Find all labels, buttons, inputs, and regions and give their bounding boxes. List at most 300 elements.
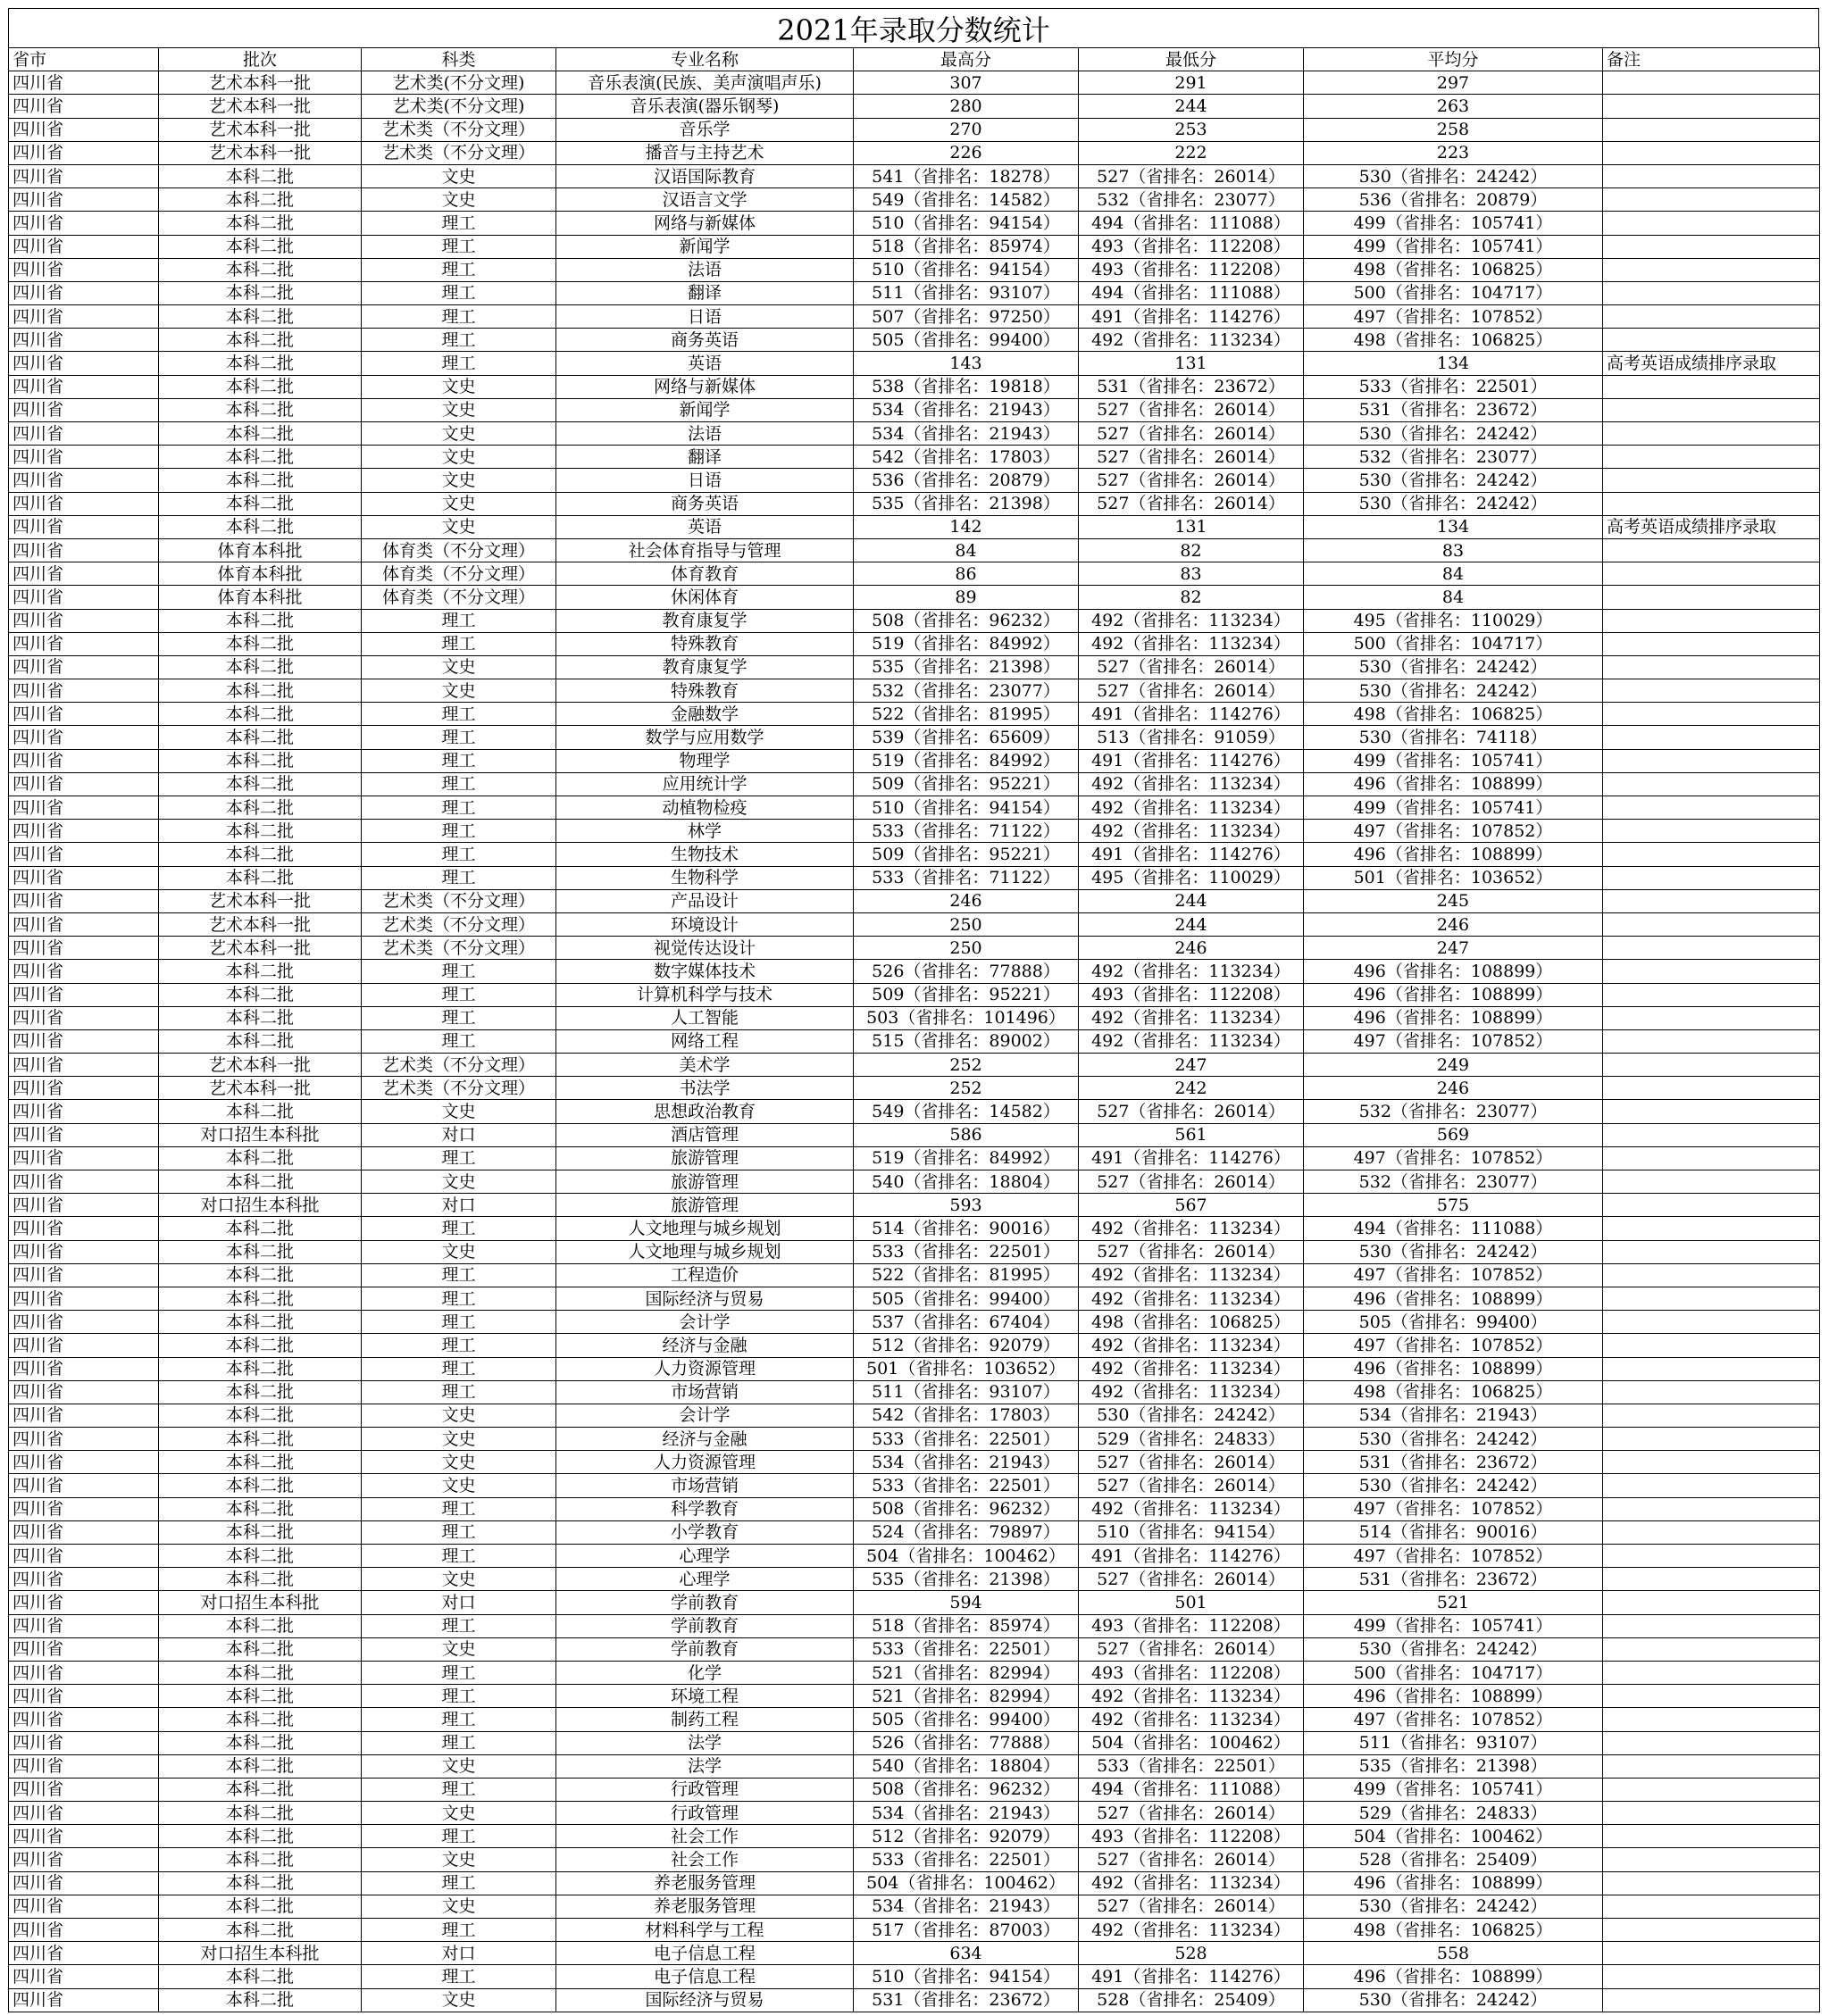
cell-province: 四川省 bbox=[9, 912, 159, 936]
cell-major: 旅游管理 bbox=[556, 1170, 854, 1194]
cell-max-score: 534（省排名：21943） bbox=[854, 1895, 1079, 1918]
cell-major: 物理学 bbox=[556, 749, 854, 772]
table-row bbox=[9, 1825, 1820, 1848]
table-row bbox=[9, 1474, 1820, 1497]
cell-batch: 艺术本科一批 bbox=[159, 141, 362, 164]
cell-category: 对口 bbox=[362, 1123, 556, 1146]
cell-max-score: 86 bbox=[854, 562, 1079, 586]
cell-min-score: 492（省排名：113234） bbox=[1079, 1871, 1304, 1895]
cell-category: 文史 bbox=[362, 1451, 556, 1474]
cell-province: 四川省 bbox=[9, 1778, 159, 1801]
cell-category: 艺术类（不分文理） bbox=[362, 1077, 556, 1100]
table-row bbox=[9, 422, 1820, 446]
cell-max-score: 540（省排名：18804） bbox=[854, 1170, 1079, 1194]
cell-category: 理工 bbox=[362, 1006, 556, 1029]
cell-min-score: 491（省排名：114276） bbox=[1079, 1965, 1304, 1988]
table-row bbox=[9, 1194, 1820, 1217]
cell-avg-score: 536（省排名：20879） bbox=[1304, 188, 1603, 212]
cell-remarks bbox=[1603, 609, 1820, 632]
table-row bbox=[9, 1988, 1820, 2012]
table-row bbox=[9, 1871, 1820, 1895]
cell-major: 人文地理与城乡规划 bbox=[556, 1217, 854, 1240]
cell-min-score: 527（省排名：26014） bbox=[1079, 1568, 1304, 1591]
cell-remarks bbox=[1603, 1380, 1820, 1404]
cell-max-score: 512（省排名：92079） bbox=[854, 1825, 1079, 1848]
table-row bbox=[9, 1311, 1820, 1334]
cell-major: 产品设计 bbox=[556, 889, 854, 912]
cell-remarks bbox=[1603, 492, 1820, 515]
cell-avg-score: 499（省排名：105741） bbox=[1304, 235, 1603, 258]
cell-min-score: 492（省排名：113234） bbox=[1079, 1919, 1304, 1942]
cell-remarks bbox=[1603, 1217, 1820, 1240]
cell-category: 理工 bbox=[362, 1685, 556, 1708]
cell-avg-score: 505（省排名：99400） bbox=[1304, 1311, 1603, 1334]
table-row bbox=[9, 118, 1820, 141]
cell-category: 理工 bbox=[362, 1545, 556, 1568]
sheet-title: 2021年录取分数统计 bbox=[8, 8, 1819, 47]
cell-province: 四川省 bbox=[9, 1334, 159, 1357]
cell-province: 四川省 bbox=[9, 1545, 159, 1568]
cell-category: 理工 bbox=[362, 843, 556, 866]
cell-batch: 本科二批 bbox=[159, 1614, 362, 1637]
cell-category: 理工 bbox=[362, 772, 556, 796]
cell-remarks bbox=[1603, 1123, 1820, 1146]
cell-major: 经济与金融 bbox=[556, 1428, 854, 1451]
cell-major: 美术学 bbox=[556, 1054, 854, 1077]
cell-avg-score: 504（省排名：100462） bbox=[1304, 1825, 1603, 1848]
cell-major: 播音与主持艺术 bbox=[556, 141, 854, 164]
cell-major: 生物技术 bbox=[556, 843, 854, 866]
cell-category: 理工 bbox=[362, 1708, 556, 1731]
cell-avg-score: 84 bbox=[1304, 562, 1603, 586]
cell-province: 四川省 bbox=[9, 1871, 159, 1895]
cell-major: 网络工程 bbox=[556, 1029, 854, 1053]
cell-remarks bbox=[1603, 1637, 1820, 1661]
cell-min-score: 527（省排名：26014） bbox=[1079, 1895, 1304, 1918]
cell-batch: 本科二批 bbox=[159, 305, 362, 329]
cell-max-score: 522（省排名：81995） bbox=[854, 703, 1079, 726]
cell-province: 四川省 bbox=[9, 1708, 159, 1731]
cell-max-score: 505（省排名：99400） bbox=[854, 1287, 1079, 1310]
cell-avg-score: 530（省排名：24242） bbox=[1304, 1428, 1603, 1451]
cell-province: 四川省 bbox=[9, 1614, 159, 1637]
cell-batch: 本科二批 bbox=[159, 1568, 362, 1591]
cell-batch: 本科二批 bbox=[159, 983, 362, 1006]
cell-province: 四川省 bbox=[9, 188, 159, 212]
cell-min-score: 493（省排名：112208） bbox=[1079, 1614, 1304, 1637]
cell-remarks bbox=[1603, 469, 1820, 492]
cell-major: 音乐表演(器乐钢琴) bbox=[556, 95, 854, 118]
cell-category: 理工 bbox=[362, 749, 556, 772]
cell-province: 四川省 bbox=[9, 655, 159, 679]
cell-batch: 本科二批 bbox=[159, 1287, 362, 1310]
cell-avg-score: 530（省排名：24242） bbox=[1304, 422, 1603, 446]
table-row bbox=[9, 329, 1820, 352]
table-row bbox=[9, 820, 1820, 843]
table-row bbox=[9, 1545, 1820, 1568]
cell-province: 四川省 bbox=[9, 375, 159, 398]
cell-remarks bbox=[1603, 305, 1820, 329]
cell-batch: 本科二批 bbox=[159, 352, 362, 375]
cell-min-score: 82 bbox=[1079, 586, 1304, 609]
cell-major: 林学 bbox=[556, 820, 854, 843]
table-row bbox=[9, 1965, 1820, 1988]
cell-province: 四川省 bbox=[9, 515, 159, 538]
cell-province: 四川省 bbox=[9, 1404, 159, 1427]
column-header-max-score: 最高分 bbox=[854, 48, 1079, 71]
header-row bbox=[9, 48, 1820, 71]
cell-province: 四川省 bbox=[9, 305, 159, 329]
cell-min-score: 492（省排名：113234） bbox=[1079, 1334, 1304, 1357]
table-row bbox=[9, 1380, 1820, 1404]
cell-max-score: 142 bbox=[854, 515, 1079, 538]
cell-avg-score: 496（省排名：108899） bbox=[1304, 1006, 1603, 1029]
cell-major: 人文地理与城乡规划 bbox=[556, 1240, 854, 1263]
cell-remarks bbox=[1603, 235, 1820, 258]
cell-min-score: 492（省排名：113234） bbox=[1079, 1263, 1304, 1287]
cell-batch: 本科二批 bbox=[159, 398, 362, 421]
cell-province: 四川省 bbox=[9, 1661, 159, 1684]
cell-province: 四川省 bbox=[9, 1380, 159, 1404]
cell-min-score: 527（省排名：26014） bbox=[1079, 1637, 1304, 1661]
cell-max-score: 533（省排名：71122） bbox=[854, 820, 1079, 843]
cell-batch: 本科二批 bbox=[159, 1334, 362, 1357]
cell-min-score: 244 bbox=[1079, 912, 1304, 936]
table-row bbox=[9, 1731, 1820, 1754]
cell-category: 理工 bbox=[362, 1919, 556, 1942]
cell-category: 体育类（不分文理） bbox=[362, 586, 556, 609]
table-row bbox=[9, 375, 1820, 398]
cell-batch: 本科二批 bbox=[159, 212, 362, 235]
cell-max-score: 522（省排名：81995） bbox=[854, 1263, 1079, 1287]
cell-min-score: 244 bbox=[1079, 95, 1304, 118]
cell-batch: 本科二批 bbox=[159, 235, 362, 258]
cell-avg-score: 496（省排名：108899） bbox=[1304, 1871, 1603, 1895]
cell-batch: 本科二批 bbox=[159, 632, 362, 655]
cell-major: 心理学 bbox=[556, 1568, 854, 1591]
cell-max-score: 549（省排名：14582） bbox=[854, 188, 1079, 212]
table-row bbox=[9, 562, 1820, 586]
cell-batch: 艺术本科一批 bbox=[159, 937, 362, 960]
cell-remarks bbox=[1603, 1474, 1820, 1497]
table-row bbox=[9, 889, 1820, 912]
cell-min-score: 532（省排名：23077） bbox=[1079, 188, 1304, 212]
cell-batch: 本科二批 bbox=[159, 1451, 362, 1474]
cell-max-score: 501（省排名：103652） bbox=[854, 1357, 1079, 1380]
cell-remarks bbox=[1603, 1451, 1820, 1474]
cell-max-score: 252 bbox=[854, 1054, 1079, 1077]
cell-min-score: 527（省排名：26014） bbox=[1079, 1170, 1304, 1194]
cell-batch: 本科二批 bbox=[159, 796, 362, 820]
cell-category: 文史 bbox=[362, 1754, 556, 1778]
cell-remarks bbox=[1603, 1428, 1820, 1451]
cell-category: 文史 bbox=[362, 1404, 556, 1427]
cell-province: 四川省 bbox=[9, 1263, 159, 1287]
table-row bbox=[9, 1240, 1820, 1263]
cell-province: 四川省 bbox=[9, 1497, 159, 1520]
cell-major: 动植物检疫 bbox=[556, 796, 854, 820]
cell-avg-score: 498（省排名：106825） bbox=[1304, 1919, 1603, 1942]
cell-province: 四川省 bbox=[9, 1054, 159, 1077]
cell-batch: 对口招生本科批 bbox=[159, 1942, 362, 1965]
cell-min-score: 529（省排名：24833） bbox=[1079, 1428, 1304, 1451]
cell-batch: 本科二批 bbox=[159, 164, 362, 187]
cell-min-score: 513（省排名：91059） bbox=[1079, 726, 1304, 749]
table-row bbox=[9, 632, 1820, 655]
cell-avg-score: 494（省排名：111088） bbox=[1304, 1217, 1603, 1240]
cell-category: 文史 bbox=[362, 1802, 556, 1825]
cell-province: 四川省 bbox=[9, 820, 159, 843]
cell-max-score: 533（省排名：71122） bbox=[854, 866, 1079, 889]
cell-remarks bbox=[1603, 843, 1820, 866]
cell-min-score: 527（省排名：26014） bbox=[1079, 1100, 1304, 1123]
cell-min-score: 222 bbox=[1079, 141, 1304, 164]
cell-category: 艺术类(不分文理) bbox=[362, 95, 556, 118]
table-row bbox=[9, 95, 1820, 118]
cell-max-score: 532（省排名：23077） bbox=[854, 679, 1079, 703]
cell-avg-score: 245 bbox=[1304, 889, 1603, 912]
cell-major: 商务英语 bbox=[556, 329, 854, 352]
table-row bbox=[9, 749, 1820, 772]
cell-batch: 本科二批 bbox=[159, 492, 362, 515]
cell-major: 汉语言文学 bbox=[556, 188, 854, 212]
cell-avg-score: 498（省排名：106825） bbox=[1304, 258, 1603, 281]
cell-min-score: 253 bbox=[1079, 118, 1304, 141]
cell-max-score: 512（省排名：92079） bbox=[854, 1334, 1079, 1357]
cell-avg-score: 535（省排名：21398） bbox=[1304, 1754, 1603, 1778]
cell-remarks bbox=[1603, 912, 1820, 936]
cell-batch: 对口招生本科批 bbox=[159, 1194, 362, 1217]
cell-major: 小学教育 bbox=[556, 1520, 854, 1544]
cell-province: 四川省 bbox=[9, 281, 159, 304]
cell-min-score: 131 bbox=[1079, 352, 1304, 375]
table-row bbox=[9, 1100, 1820, 1123]
cell-remarks bbox=[1603, 1942, 1820, 1965]
cell-max-score: 521（省排名：82994） bbox=[854, 1685, 1079, 1708]
cell-remarks bbox=[1603, 1708, 1820, 1731]
cell-max-score: 535（省排名：21398） bbox=[854, 1568, 1079, 1591]
cell-min-score: 527（省排名：26014） bbox=[1079, 1474, 1304, 1497]
cell-remarks bbox=[1603, 1170, 1820, 1194]
cell-category: 对口 bbox=[362, 1194, 556, 1217]
cell-province: 四川省 bbox=[9, 1919, 159, 1942]
cell-category: 理工 bbox=[362, 1825, 556, 1848]
table-row bbox=[9, 469, 1820, 492]
cell-province: 四川省 bbox=[9, 469, 159, 492]
cell-batch: 艺术本科一批 bbox=[159, 71, 362, 95]
cell-province: 四川省 bbox=[9, 1100, 159, 1123]
cell-avg-score: 511（省排名：93107） bbox=[1304, 1731, 1603, 1754]
cell-avg-score: 529（省排名：24833） bbox=[1304, 1802, 1603, 1825]
cell-max-score: 509（省排名：95221） bbox=[854, 772, 1079, 796]
cell-avg-score: 263 bbox=[1304, 95, 1603, 118]
cell-remarks bbox=[1603, 1965, 1820, 1988]
cell-category: 艺术类（不分文理） bbox=[362, 118, 556, 141]
cell-batch: 本科二批 bbox=[159, 1778, 362, 1801]
cell-category: 理工 bbox=[362, 329, 556, 352]
cell-avg-score: 499（省排名：105741） bbox=[1304, 1614, 1603, 1637]
cell-category: 理工 bbox=[362, 983, 556, 1006]
cell-category: 对口 bbox=[362, 1591, 556, 1614]
cell-batch: 艺术本科一批 bbox=[159, 95, 362, 118]
cell-max-score: 250 bbox=[854, 912, 1079, 936]
cell-min-score: 561 bbox=[1079, 1123, 1304, 1146]
table-row bbox=[9, 141, 1820, 164]
column-header-major: 专业名称 bbox=[556, 48, 854, 71]
cell-category: 理工 bbox=[362, 235, 556, 258]
cell-province: 四川省 bbox=[9, 889, 159, 912]
cell-batch: 本科二批 bbox=[159, 1311, 362, 1334]
cell-major: 环境工程 bbox=[556, 1685, 854, 1708]
cell-major: 电子信息工程 bbox=[556, 1942, 854, 1965]
cell-max-score: 252 bbox=[854, 1077, 1079, 1100]
cell-category: 理工 bbox=[362, 281, 556, 304]
cell-remarks bbox=[1603, 983, 1820, 1006]
cell-max-score: 535（省排名：21398） bbox=[854, 655, 1079, 679]
cell-avg-score: 247 bbox=[1304, 937, 1603, 960]
cell-remarks bbox=[1603, 1100, 1820, 1123]
cell-max-score: 515（省排名：89002） bbox=[854, 1029, 1079, 1053]
cell-batch: 体育本科批 bbox=[159, 586, 362, 609]
cell-province: 四川省 bbox=[9, 492, 159, 515]
cell-max-score: 533（省排名：22501） bbox=[854, 1637, 1079, 1661]
cell-remarks bbox=[1603, 1545, 1820, 1568]
cell-batch: 艺术本科一批 bbox=[159, 118, 362, 141]
cell-batch: 本科二批 bbox=[159, 515, 362, 538]
table-row bbox=[9, 281, 1820, 304]
table-row bbox=[9, 1848, 1820, 1871]
cell-max-score: 535（省排名：21398） bbox=[854, 492, 1079, 515]
cell-avg-score: 528（省排名：25409） bbox=[1304, 1848, 1603, 1871]
table-row bbox=[9, 538, 1820, 562]
cell-avg-score: 495（省排名：110029） bbox=[1304, 609, 1603, 632]
cell-province: 四川省 bbox=[9, 1287, 159, 1310]
cell-min-score: 247 bbox=[1079, 1054, 1304, 1077]
cell-remarks bbox=[1603, 866, 1820, 889]
cell-min-score: 493（省排名：112208） bbox=[1079, 235, 1304, 258]
cell-remarks bbox=[1603, 1661, 1820, 1684]
cell-category: 理工 bbox=[362, 1357, 556, 1380]
column-header-batch: 批次 bbox=[159, 48, 362, 71]
cell-batch: 本科二批 bbox=[159, 1895, 362, 1918]
cell-province: 四川省 bbox=[9, 212, 159, 235]
cell-province: 四川省 bbox=[9, 1146, 159, 1170]
cell-category: 艺术类（不分文理） bbox=[362, 912, 556, 936]
cell-batch: 对口招生本科批 bbox=[159, 1591, 362, 1614]
cell-batch: 本科二批 bbox=[159, 1404, 362, 1427]
cell-max-score: 594 bbox=[854, 1591, 1079, 1614]
cell-major: 商务英语 bbox=[556, 492, 854, 515]
cell-major: 人工智能 bbox=[556, 1006, 854, 1029]
cell-avg-score: 530（省排名：24242） bbox=[1304, 1988, 1603, 2012]
cell-province: 四川省 bbox=[9, 679, 159, 703]
cell-batch: 本科二批 bbox=[159, 726, 362, 749]
table-row bbox=[9, 1054, 1820, 1077]
cell-max-score: 514（省排名：90016） bbox=[854, 1217, 1079, 1240]
cell-province: 四川省 bbox=[9, 1731, 159, 1754]
cell-province: 四川省 bbox=[9, 562, 159, 586]
cell-batch: 本科二批 bbox=[159, 749, 362, 772]
cell-min-score: 498（省排名：106825） bbox=[1079, 1311, 1304, 1334]
cell-batch: 艺术本科一批 bbox=[159, 1054, 362, 1077]
cell-min-score: 491（省排名：114276） bbox=[1079, 843, 1304, 866]
cell-remarks bbox=[1603, 937, 1820, 960]
cell-max-score: 526（省排名：77888） bbox=[854, 1731, 1079, 1754]
cell-category: 文史 bbox=[362, 1848, 556, 1871]
cell-major: 数学与应用数学 bbox=[556, 726, 854, 749]
cell-province: 四川省 bbox=[9, 1077, 159, 1100]
cell-batch: 本科二批 bbox=[159, 609, 362, 632]
cell-min-score: 82 bbox=[1079, 538, 1304, 562]
cell-avg-score: 514（省排名：90016） bbox=[1304, 1520, 1603, 1544]
cell-province: 四川省 bbox=[9, 749, 159, 772]
cell-major: 音乐学 bbox=[556, 118, 854, 141]
cell-remarks bbox=[1603, 164, 1820, 187]
cell-batch: 本科二批 bbox=[159, 843, 362, 866]
cell-category: 对口 bbox=[362, 1942, 556, 1965]
table-row bbox=[9, 1520, 1820, 1544]
cell-batch: 本科二批 bbox=[159, 1965, 362, 1988]
cell-province: 四川省 bbox=[9, 352, 159, 375]
cell-category: 文史 bbox=[362, 1895, 556, 1918]
cell-province: 四川省 bbox=[9, 609, 159, 632]
cell-remarks bbox=[1603, 1988, 1820, 2012]
cell-remarks bbox=[1603, 586, 1820, 609]
cell-max-score: 517（省排名：87003） bbox=[854, 1919, 1079, 1942]
cell-remarks bbox=[1603, 1006, 1820, 1029]
cell-min-score: 492（省排名：113234） bbox=[1079, 796, 1304, 820]
cell-max-score: 533（省排名：22501） bbox=[854, 1240, 1079, 1263]
cell-category: 文史 bbox=[362, 1637, 556, 1661]
table-row bbox=[9, 305, 1820, 329]
table-row bbox=[9, 1919, 1820, 1942]
cell-avg-score: 499（省排名：105741） bbox=[1304, 212, 1603, 235]
table-row bbox=[9, 352, 1820, 375]
cell-batch: 本科二批 bbox=[159, 703, 362, 726]
table-row bbox=[9, 726, 1820, 749]
cell-remarks bbox=[1603, 1825, 1820, 1848]
admission-score-table bbox=[8, 47, 1820, 2012]
cell-batch: 本科二批 bbox=[159, 772, 362, 796]
cell-category: 体育类（不分文理） bbox=[362, 538, 556, 562]
cell-major: 书法学 bbox=[556, 1077, 854, 1100]
table-row bbox=[9, 212, 1820, 235]
cell-avg-score: 558 bbox=[1304, 1942, 1603, 1965]
cell-province: 四川省 bbox=[9, 1568, 159, 1591]
cell-province: 四川省 bbox=[9, 164, 159, 187]
cell-batch: 艺术本科一批 bbox=[159, 1077, 362, 1100]
table-row bbox=[9, 937, 1820, 960]
cell-avg-score: 530（省排名：24242） bbox=[1304, 1637, 1603, 1661]
cell-avg-score: 134 bbox=[1304, 352, 1603, 375]
cell-avg-score: 500（省排名：104717） bbox=[1304, 281, 1603, 304]
cell-major: 教育康复学 bbox=[556, 655, 854, 679]
cell-min-score: 528 bbox=[1079, 1942, 1304, 1965]
table-row bbox=[9, 188, 1820, 212]
cell-category: 理工 bbox=[362, 1778, 556, 1801]
cell-category: 理工 bbox=[362, 1217, 556, 1240]
cell-province: 四川省 bbox=[9, 703, 159, 726]
table-row bbox=[9, 258, 1820, 281]
cell-province: 四川省 bbox=[9, 983, 159, 1006]
table-row bbox=[9, 1029, 1820, 1053]
cell-remarks bbox=[1603, 212, 1820, 235]
cell-batch: 本科二批 bbox=[159, 1170, 362, 1194]
cell-min-score: 491（省排名：114276） bbox=[1079, 749, 1304, 772]
cell-category: 理工 bbox=[362, 258, 556, 281]
table-row bbox=[9, 446, 1820, 469]
cell-max-score: 307 bbox=[854, 71, 1079, 95]
